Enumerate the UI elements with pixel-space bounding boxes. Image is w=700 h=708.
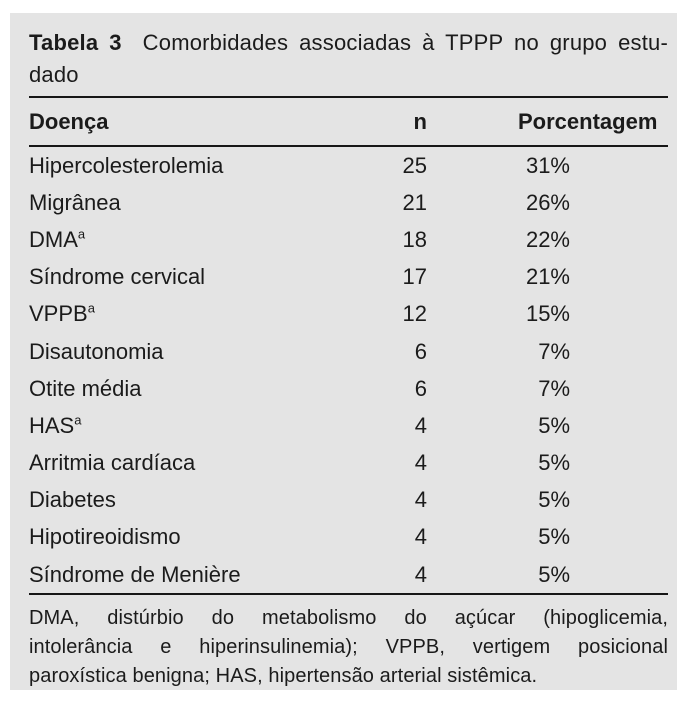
disease-label: Migrânea	[29, 189, 121, 215]
table-row	[29, 259, 668, 296]
disease-label: Otite média	[29, 375, 142, 401]
n-cell: 21	[402, 189, 427, 215]
table-content	[29, 27, 668, 691]
table-row	[29, 184, 668, 221]
table-row	[29, 445, 668, 482]
n-cell: 6	[414, 375, 427, 401]
table-row	[29, 296, 668, 333]
n-cell: 4	[414, 412, 427, 438]
caption-label: Tabela 3	[29, 30, 122, 55]
percentage-cell: 5%	[538, 561, 570, 587]
n-cell: 4	[414, 487, 427, 513]
table-row	[29, 407, 668, 444]
percentage-cell: 7%	[538, 338, 570, 364]
footnote-line-3: paroxística benigna; HAS, hipertensão arterial sistêmica.	[29, 665, 538, 688]
footnote-marker: a	[77, 226, 86, 242]
n-cell: 18	[402, 226, 427, 252]
table-footnote	[29, 604, 668, 691]
n-cell: 4	[414, 561, 427, 587]
column-header-percentage: Porcentagem	[518, 108, 658, 134]
percentage-cell: 5%	[538, 412, 570, 438]
table-row	[29, 556, 668, 593]
disease-cell	[29, 376, 371, 402]
footnote-marker: a	[74, 412, 82, 428]
table-row	[29, 370, 668, 407]
table-row	[29, 147, 668, 184]
disease-cell	[29, 413, 371, 439]
footnote-line-1: DMA, distúrbio do metabolismo do açúcar (hipoglicemia,	[29, 607, 668, 630]
table-row	[29, 482, 668, 519]
n-cell: 6	[414, 338, 427, 364]
disease-cell	[29, 524, 371, 550]
percentage-cell: 5%	[538, 524, 570, 550]
disease-cell	[29, 450, 371, 476]
percentage-cell: 5%	[538, 450, 570, 476]
percentage-cell: 21%	[525, 264, 570, 290]
caption-text: Comorbidades associadas à TPPP no grupo estu-	[142, 30, 669, 55]
table-row	[29, 519, 668, 556]
disease-label: Arritmia cardíaca	[29, 450, 196, 476]
disease-cell	[29, 562, 371, 588]
n-cell: 4	[414, 450, 427, 476]
disease-cell	[29, 227, 371, 253]
table-body	[29, 147, 668, 593]
disease-label: Hipotireoidismo	[29, 524, 181, 550]
disease-cell	[29, 153, 371, 179]
percentage-cell: 7%	[538, 375, 570, 401]
disease-label: DMA	[29, 226, 78, 252]
disease-cell	[29, 487, 371, 513]
caption-line-2: dado	[29, 62, 79, 87]
n-cell: 12	[402, 301, 427, 327]
disease-label: VPPB	[29, 301, 88, 327]
percentage-cell: 31%	[525, 152, 570, 178]
percentage-cell: 26%	[525, 189, 570, 215]
percentage-cell: 22%	[525, 226, 570, 252]
disease-cell	[29, 301, 371, 327]
n-cell: 4	[414, 524, 427, 550]
table-row	[29, 333, 668, 370]
table-row	[29, 221, 668, 258]
n-cell: 25	[402, 152, 427, 178]
n-cell: 17	[402, 264, 427, 290]
disease-label: HAS	[29, 412, 75, 438]
disease-label: Diabetes	[29, 487, 116, 513]
disease-label: Disautonomia	[29, 338, 164, 364]
footnote-marker: a	[87, 301, 95, 317]
column-header-disease: Doença	[29, 108, 109, 134]
bottom-rule	[29, 593, 668, 595]
disease-label: Hipercolesterolemia	[29, 152, 224, 178]
disease-cell	[29, 190, 371, 216]
percentage-cell: 5%	[538, 487, 570, 513]
disease-cell	[29, 339, 371, 365]
table-caption	[29, 27, 668, 91]
disease-label: Síndrome de Menière	[29, 561, 241, 587]
table-panel	[10, 13, 677, 690]
percentage-cell: 15%	[525, 301, 570, 327]
caption-line-1	[29, 27, 668, 59]
table-header-row	[29, 98, 668, 145]
disease-cell	[29, 264, 371, 290]
disease-label: Síndrome cervical	[29, 264, 206, 290]
column-header-n: n	[413, 108, 427, 134]
footnote-line-2: intolerância e hiperinsulinemia); VPPB, vertigem posicional	[29, 636, 668, 659]
